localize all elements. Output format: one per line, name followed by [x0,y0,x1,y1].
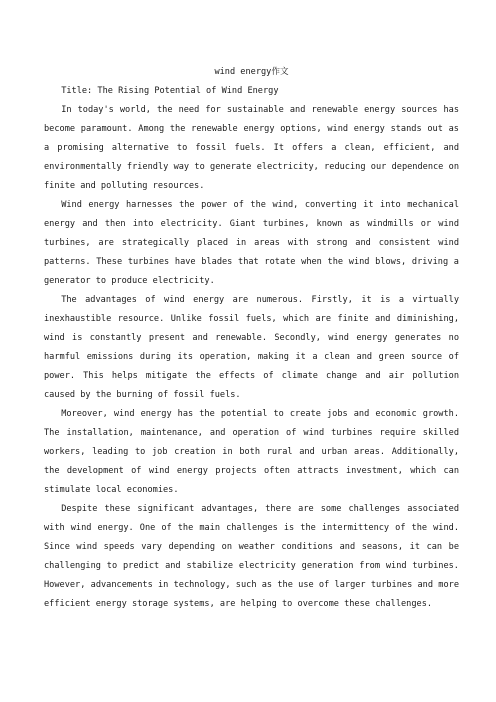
document-body [44,63,459,614]
paragraph-how-it-works: Wind energy harnesses the power of the wind, converting it into mechanical energy and then into electricity. Giant turbines, known as windmills or wind turbines, are strategically placed in areas with strong and consistent wind patterns. These turbines have blades that rotate when the wind blows, driving a generator to produce electricity. [44,200,459,286]
paragraph-advantages: The advantages of wind energy are numerous. Firstly, it is a virtually inexhaustible resource. Unlike fossil fuels, which are finite and diminishing, wind is constantly present and renewable. Secondly, wind energy generates no harmful emissions during its operation, making it a clean and green source of power. This helps mitigate the effects of climate change and air pollution caused by the burning of fossil fuels. [44,295,459,400]
paragraph-challenges: Despite these significant advantages, there are some challenges associated with wind energy. One of the main challenges is the intermittency of the wind. Since wind speeds vary depending on weather conditions and seasons, it can be challenging to predict and stabilize electricity generation from wind turbines. However, advancements in technology, such as the use of larger turbines and more efficient energy storage systems, are helping to overcome these challenges. [44,504,459,609]
paragraph-economy: Moreover, wind energy has the potential to create jobs and economic growth. The installation, maintenance, and operation of wind turbines require skilled workers, leading to job creation in both rural and urban areas. Additionally, the development of wind energy projects often attracts investment, which can stimulate local economies. [44,409,459,495]
essay-title: Title: The Rising Potential of Wind Energy [61,86,279,96]
document-heading: wind energy作文 [214,67,289,77]
paragraph-intro: In today's world, the need for sustainable and renewable energy sources has become paramount. Among the renewable energy options, wind energy stands out as a promising alternative to fossil fuels. It offers a clean, efficient, and environmentally friendly way to generate electricity, reducing our dependence on finite and polluting resources. [44,105,459,191]
